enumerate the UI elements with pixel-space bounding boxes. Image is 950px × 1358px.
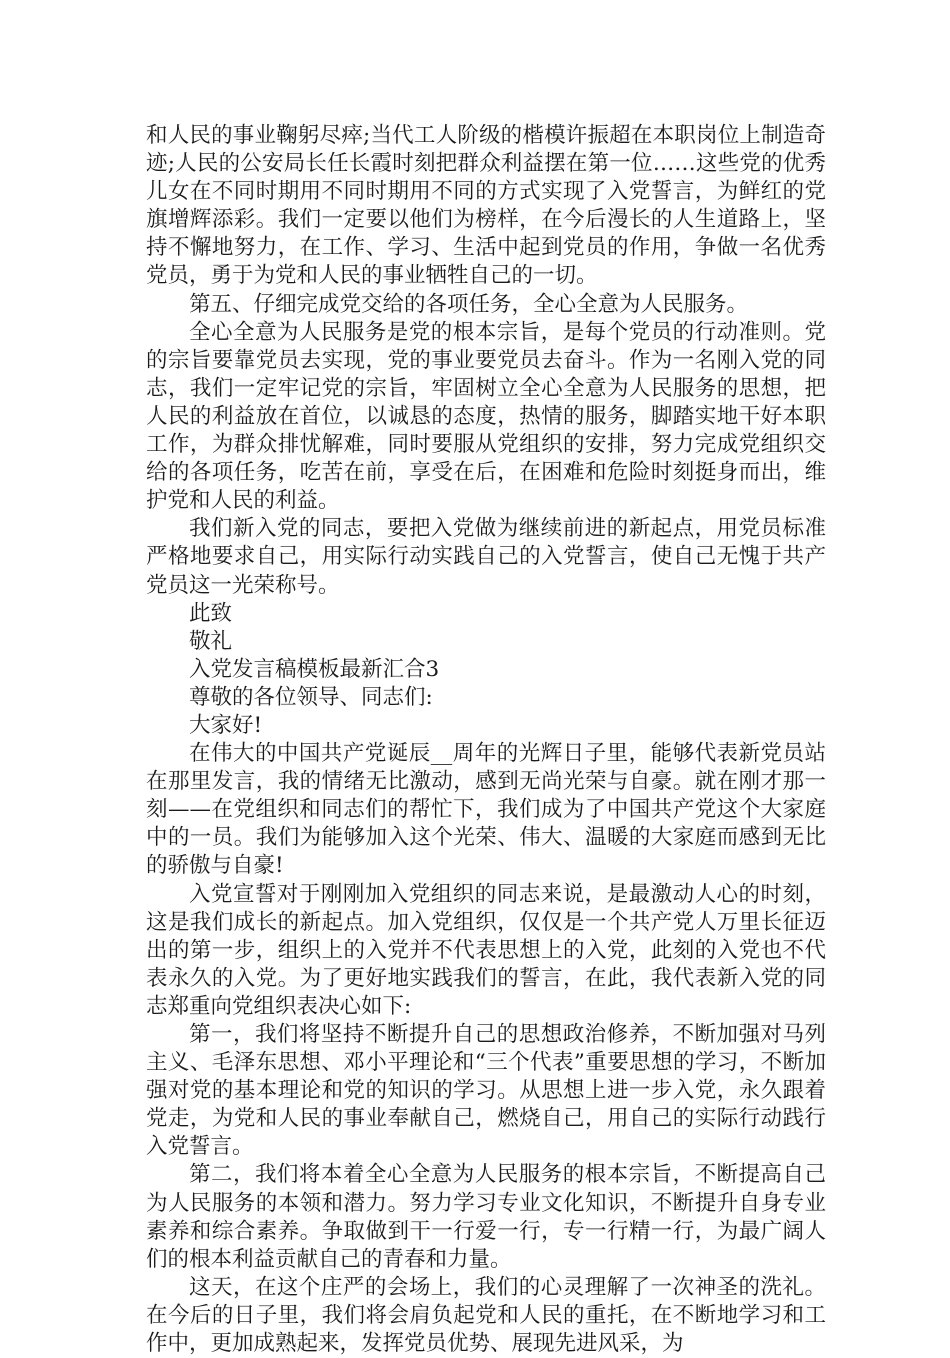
- closing-cizhi: 此致: [189, 600, 233, 626]
- paragraph-second-pledge: 第二，我们将本着全心全意为人民服务的根本宗旨，不断提高自己为人民服务的本领和潜力。努力学习专业文化知识，不断提升自身专业素养和综合素养。争取做到干一行爱一行，专一行精一行，为最广阔人们的根本利益贡献自己的青春和力量。: [146, 1162, 826, 1272]
- salutation: 尊敬的各位领导、同志们:: [189, 684, 433, 710]
- closing-jingli: 敬礼: [189, 628, 233, 654]
- paragraph: 在伟大的中国共产党诞辰__周年的光辉日子里，能够代表新党员站在那里发言，我的情绪无比激动，感到无尚光荣与自豪。就在刚才那一刻——在党组织和同志们的帮忙下，我们成为了中国共产党这个大家庭中的一员。我们为能够加入这个光荣、伟大、温暖的大家庭而感到无比的骄傲与自豪!: [146, 741, 826, 879]
- paragraph-heading-fifth: 第五、仔细完成党交给的各项任务，全心全意为人民服务。: [189, 291, 749, 317]
- greeting: 大家好!: [189, 712, 263, 738]
- paragraph-continued: 和人民的事业鞠躬尽瘁;当代工人阶级的楷模许振超在本职岗位上制造奇迹;人民的公安局长任长霞时刻把群众利益摆在第一位……这些党的优秀儿女在不同时期用不同时期用不同的方式实现了入党誓言，为鲜红的党旗增辉添彩。我们一定要以他们为榜样，在今后漫长的人生道路上，坚持不懈地努力，在工作、学习、生活中起到党员的作用，争做一名优秀党员，勇于为党和人民的事业牺牲自己的一切。: [146, 123, 826, 289]
- paragraph: 我们新入党的同志，要把入党做为继续前进的新起点，用党员标准严格地要求自己，用实际行动实践自己的入党誓言，使自己无愧于共产党员这一光荣称号。: [146, 516, 826, 598]
- paragraph: 全心全意为人民服务是党的根本宗旨，是每个党员的行动准则。党的宗旨要靠党员去实现，党的事业要党员去奋斗。作为一名刚入党的同志，我们一定牢记党的宗旨，牢固树立全心全意为人民服务的思想，把人民的利益放在首位，以诚恳的态度，热情的服务，脚踏实地干好本职工作，为群众排忧解难，同时要服从党组织的安排，努力完成党组织交给的各项任务，吃苦在前，享受在后，在困难和危险时刻挺身而出，维护党和人民的利益。: [146, 319, 826, 514]
- paragraph-first-pledge: 第一，我们将坚持不断提升自己的思想政治修养，不断加强对马列主义、毛泽东思想、邓小平理论和“三个代表”重要思想的学习，不断加强对党的基本理论和党的知识的学习。从思想上进一步入党，永久跟着党走，为党和人民的事业奉献自己，燃烧自己，用自己的实际行动践行入党誓言。: [146, 1022, 826, 1160]
- section-title: 入党发言稿模板最新汇合3: [189, 656, 440, 682]
- paragraph: 这天，在这个庄严的会场上，我们的心灵理解了一次神圣的洗礼。在今后的日子里，我们将会肩负起党和人民的重托，在不断地学习和工作中，更加成熟起来，发挥党员优势、展现先进风采，为: [146, 1274, 826, 1357]
- paragraph: 入党宣誓对于刚刚加入党组织的同志来说，是最激动人心的时刻，这是我们成长的新起点。加入党组织，仅仅是一个共产党人万里长征迈出的第一步，组织上的入党并不代表思想上的入党，此刻的入党也不代表永久的入党。为了更好地实践我们的誓言，在此，我代表新入党的同志郑重向党组织表决心如下:: [146, 881, 826, 1019]
- document-body: [146, 122, 826, 1358]
